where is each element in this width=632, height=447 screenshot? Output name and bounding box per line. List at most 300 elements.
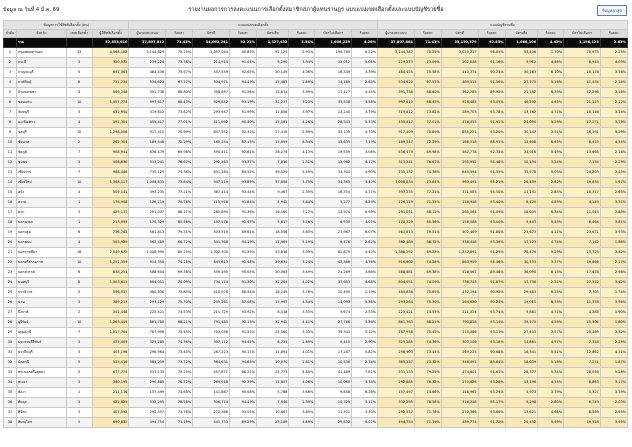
table-cell: 9,912	[505, 58, 537, 68]
table-cell: 11,434	[564, 78, 601, 88]
table-cell: 6.25%	[538, 288, 564, 298]
table-cell: 5.29%	[538, 118, 564, 128]
table-cell: 5.49%	[538, 418, 564, 428]
table-cell: 917,415	[129, 128, 166, 138]
table-row[interactable]	[4, 388, 628, 398]
table-cell: 91.09%	[478, 208, 505, 218]
table-cell: 645,594	[441, 168, 478, 178]
table-cell: 2.74%	[352, 358, 378, 368]
table-cell: 457,559	[193, 68, 230, 78]
table-cell: 391,738	[129, 88, 166, 98]
table-cell: 588,604	[129, 268, 166, 278]
table-cell: 790,828	[441, 318, 478, 328]
table-cell: 997,617	[129, 98, 166, 108]
table-cell: 91.87%	[478, 278, 505, 288]
table-cell: 213,999	[92, 218, 129, 228]
table-cell: 5.43%	[538, 218, 564, 228]
table-cell: 385,259	[129, 358, 166, 368]
table-cell: 6.02%	[352, 418, 378, 428]
table-cell: 735,125	[129, 168, 166, 178]
table-cell: 33	[66, 48, 92, 58]
table-cell: 3.39%	[600, 388, 627, 398]
province-cell: นครราชสีมา	[16, 248, 66, 258]
table-cell: 90.25%	[478, 68, 505, 78]
table-body	[4, 38, 628, 428]
table-cell: 30,533	[505, 258, 537, 268]
table-cell: 4.59%	[538, 318, 564, 328]
table-cell: 23	[4, 268, 17, 278]
table-cell: 77.01%	[414, 118, 441, 128]
table-cell: 3.95%	[600, 418, 627, 428]
table-cell: 316,248	[441, 398, 478, 408]
table-cell: 3.42%	[600, 278, 627, 288]
table-cell: 269,018	[193, 378, 230, 388]
table-row[interactable]	[4, 258, 628, 268]
table-cell: 338,448	[441, 238, 478, 248]
table-cell: 18,039	[505, 358, 537, 368]
table-row[interactable]	[4, 158, 628, 168]
table-cell: 3.30%	[352, 408, 378, 418]
table-cell: 93.18%	[478, 338, 505, 348]
table-cell: 3.39%	[352, 68, 378, 78]
table-cell: 3	[4, 68, 17, 78]
table-cell: 36,090	[505, 268, 537, 278]
column-header[interactable]: ผู้มีสิทธิเลือกตั้ง	[92, 30, 129, 38]
table-cell: 93.11%	[478, 328, 505, 338]
table-cell: 71.78%	[414, 408, 441, 418]
table-cell: 93.44%	[229, 188, 256, 198]
table-cell: 70.76%	[166, 198, 193, 208]
column-header[interactable]: ร้อยละ	[166, 30, 193, 38]
table-cell: 37,858	[256, 178, 288, 188]
table-row[interactable]	[4, 328, 628, 338]
column-header[interactable]: ร้อยละ	[600, 30, 627, 38]
table-cell: 4.68%	[352, 278, 378, 288]
table-cell: 3.42%	[600, 248, 627, 258]
table-cell: 41,489	[315, 368, 352, 378]
table-cell: 91.30%	[229, 278, 256, 288]
province-cell: ประจวบคีรีขันธ์	[16, 338, 66, 348]
table-cell: 393,235	[129, 188, 166, 198]
table-row[interactable]	[4, 408, 628, 418]
table-cell: 4.74%	[538, 238, 564, 248]
table-cell: 170,329	[129, 218, 166, 228]
table-cell: 87.15%	[229, 138, 256, 148]
table-cell: 393,235	[378, 188, 415, 198]
table-cell: 432,950	[92, 108, 129, 118]
table-cell: 75.30%	[414, 298, 441, 308]
table-cell: 5.38%	[352, 298, 378, 308]
table-cell: 2.85%	[538, 188, 564, 198]
table-cell: 92.15%	[229, 318, 256, 328]
table-row[interactable]	[4, 298, 628, 308]
column-header[interactable]: บัตรดี	[193, 30, 230, 38]
column-header[interactable]: เขตเลือกตั้ง	[66, 30, 92, 38]
table-cell: 289,703	[441, 108, 478, 118]
table-cell: 10,178	[564, 68, 601, 78]
province-cell: เชียงราย	[16, 168, 66, 178]
table-cell: 9,478	[315, 238, 352, 248]
table-cell: 214,914	[193, 58, 230, 68]
table-cell: 38	[4, 418, 17, 428]
table-cell: 75.57%	[166, 68, 193, 78]
table-row[interactable]	[4, 278, 628, 288]
table-cell: 73.84%	[414, 178, 441, 188]
table-cell: 94.50%	[478, 188, 505, 198]
table-cell: 92,125	[256, 48, 288, 58]
table-cell: 3.79%	[600, 118, 627, 128]
table-row[interactable]	[4, 268, 628, 278]
column-header[interactable]: บัตรไม่เลือกฯ	[564, 30, 601, 38]
table-row[interactable]	[4, 238, 628, 248]
table-cell: 2.12%	[600, 98, 627, 108]
table-row[interactable]	[4, 308, 628, 318]
table-cell: 25	[4, 288, 17, 298]
table-cell: 4.37%	[538, 308, 564, 318]
election-results-table-wrapper	[3, 20, 628, 428]
table-row[interactable]	[4, 198, 628, 208]
table-row[interactable]	[4, 118, 628, 128]
table-row[interactable]	[4, 178, 628, 188]
table-cell: 96.05%	[478, 48, 505, 58]
total-cell: 92.85%	[478, 38, 505, 48]
total-cell: 1,666,106	[505, 38, 537, 48]
table-cell: 68.11%	[166, 208, 193, 218]
table-cell: 73.32%	[166, 358, 193, 368]
table-cell: 11,807	[256, 378, 288, 388]
table-cell: 90.24%	[478, 298, 505, 308]
table-cell: 914,350	[129, 258, 166, 268]
table-cell: 141,867	[193, 388, 230, 398]
table-cell: 93.14%	[478, 318, 505, 328]
table-row[interactable]	[4, 58, 628, 68]
table-cell: 5.12%	[352, 328, 378, 338]
column-header[interactable]: บัตรเสีย	[256, 30, 288, 38]
table-cell: 362,489	[378, 238, 415, 248]
column-header[interactable]: ผู้มาลงคะแนน	[378, 30, 415, 38]
table-cell: 425,137	[92, 208, 129, 218]
table-cell: 158,588	[441, 218, 478, 228]
table-cell: 4.57%	[538, 338, 564, 348]
table-cell: 4.54%	[289, 298, 315, 308]
table-cell: 37	[4, 408, 17, 418]
column-header[interactable]: ผู้มาลงคะแนน	[129, 30, 166, 38]
table-cell: 90.85%	[229, 48, 256, 58]
table-cell: 73.84%	[166, 178, 193, 188]
table-cell: 715,086	[441, 328, 478, 338]
table-cell: 27,766	[315, 318, 352, 328]
column-header[interactable]: ร้อยละ	[538, 30, 564, 38]
table-cell: 531,133	[378, 368, 415, 378]
table-row[interactable]	[4, 108, 628, 118]
table-cell: 28,543	[315, 118, 352, 128]
table-cell: 74.65%	[166, 388, 193, 398]
table-row[interactable]	[4, 248, 628, 258]
column-header[interactable]: ร้อยละ	[289, 30, 315, 38]
table-cell: 636,479	[129, 148, 166, 158]
table-cell: 77.21%	[414, 188, 441, 198]
table-cell: 4.65%	[538, 98, 564, 108]
table-cell: 2.21%	[538, 278, 564, 288]
table-cell: 7,946	[256, 398, 288, 408]
table-row[interactable]	[4, 48, 628, 58]
table-cell: 66.72%	[166, 238, 193, 248]
table-cell: 2.19%	[352, 288, 378, 298]
column-header[interactable]: ร้อยละ	[229, 30, 256, 38]
report-title: รายงานผลการการลงคะแนนการเลือกตั้งสมาชิกสภาผู้แทนราษฎร แบบแบ่งเขตเลือกตั้งและแบบบัญชีรายชื่อ	[188, 7, 444, 13]
table-row[interactable]	[4, 228, 628, 238]
table-cell: 313,241	[378, 158, 415, 168]
table-cell: 30,283	[505, 68, 537, 78]
table-row[interactable]	[4, 318, 628, 328]
table-cell: 2.14%	[600, 78, 627, 88]
table-cell: 211,324	[441, 308, 478, 318]
table-cell: 74.38%	[166, 168, 193, 178]
table-row[interactable]	[4, 368, 628, 378]
table-row[interactable]	[4, 68, 628, 78]
table-cell: 12,298	[564, 88, 601, 98]
table-cell: 4.85%	[289, 368, 315, 378]
column-header[interactable]: บัตรเสีย	[505, 30, 537, 38]
table-cell: 71.35%	[414, 198, 441, 208]
table-row[interactable]	[4, 188, 628, 198]
table-cell: 10	[66, 258, 92, 268]
table-cell: 11,969	[256, 238, 288, 248]
table-cell: 17,678	[564, 268, 601, 278]
table-row[interactable]	[4, 208, 628, 218]
province-cell: พิจิตร	[16, 408, 66, 418]
table-cell: 457,871	[193, 368, 230, 378]
table-cell: 503,510	[193, 228, 230, 238]
total-cell: 71.43%	[166, 38, 193, 48]
table-cell: 89.52%	[229, 168, 256, 178]
table-cell: 3.78%	[352, 378, 378, 388]
table-row[interactable]	[4, 218, 628, 228]
latest-data-button[interactable]: ข้อมูลล่าสุด	[597, 5, 627, 16]
table-cell: 4.69%	[289, 418, 315, 428]
table-row[interactable]	[4, 88, 628, 98]
table-cell: 455,417	[129, 118, 166, 128]
table-cell: 3.93%	[600, 228, 627, 238]
table-cell: 997,610	[378, 98, 415, 108]
table-cell: 3.24%	[538, 158, 564, 168]
table-cell: 367,414	[193, 188, 230, 198]
table-cell: 291,037	[129, 208, 166, 218]
table-row[interactable]	[4, 398, 628, 408]
table-row[interactable]	[4, 148, 628, 158]
table-cell: 10,325	[315, 398, 352, 408]
table-cell: 845,613	[193, 258, 230, 268]
table-cell: 4.29%	[352, 198, 378, 208]
table-cell: 2.69%	[289, 338, 315, 348]
table-cell: 534,620	[378, 78, 415, 88]
table-cell: 15,181	[256, 118, 288, 128]
table-cell: 19,011	[505, 298, 537, 308]
table-cell: 69.98%	[166, 148, 193, 158]
table-row[interactable]	[4, 78, 628, 88]
table-row[interactable]	[4, 138, 628, 148]
column-header[interactable]: ร้อยละ	[352, 30, 378, 38]
table-cell: 93.20%	[478, 128, 505, 138]
table-cell: 13,665	[564, 148, 601, 158]
table-cell: 8,945	[564, 58, 601, 68]
table-cell: 43,135	[315, 128, 352, 138]
table-cell: 91.99%	[229, 108, 256, 118]
table-cell: 474,601	[441, 368, 478, 378]
table-cell: 5.51%	[538, 348, 564, 358]
table-cell: 1,408,990	[129, 248, 166, 258]
province-cell: ขอนแก่น	[16, 98, 66, 108]
table-cell: 664,051	[129, 278, 166, 288]
total-cell: รวม	[16, 38, 66, 48]
table-cell: 296,964	[129, 348, 166, 358]
total-cell: 37,807,864	[378, 38, 415, 48]
table-row[interactable]	[4, 378, 628, 388]
table-cell: 34,301	[315, 168, 352, 178]
table-cell: 92.35%	[478, 148, 505, 158]
table-cell: 4	[66, 238, 92, 248]
table-cell: 94.65%	[229, 358, 256, 368]
table-cell: 76.67%	[166, 158, 193, 168]
table-cell: 13,762	[505, 108, 537, 118]
table-cell: 195,760	[315, 48, 352, 58]
table-cell: 9,415	[315, 338, 352, 348]
table-row[interactable]	[4, 358, 628, 368]
table-cell: 15,614	[256, 88, 288, 98]
table-cell: 94.49%	[229, 78, 256, 88]
column-header[interactable]: บัตรดี	[441, 30, 478, 38]
table-cell: 3.66%	[289, 388, 315, 398]
column-header[interactable]: จังหวัด	[16, 30, 66, 38]
table-cell: 77.01%	[166, 118, 193, 128]
column-header-row	[4, 30, 628, 38]
table-row[interactable]	[4, 338, 628, 348]
table-cell: 2.82%	[538, 178, 564, 188]
table-cell: 1	[66, 218, 92, 228]
table-cell: 561,813	[378, 228, 415, 238]
table-row[interactable]	[4, 128, 628, 138]
table-cell: 5,674	[315, 308, 352, 318]
table-row[interactable]	[4, 348, 628, 358]
table-cell: 270,366	[193, 408, 230, 418]
table-cell: 69.98%	[414, 148, 441, 158]
column-header[interactable]: ร้อยละ	[478, 30, 505, 38]
table-cell: 292,885	[378, 378, 415, 388]
table-cell: 2.16%	[600, 148, 627, 158]
table-cell: 502,469	[441, 228, 478, 238]
table-cell: 2.03%	[600, 398, 627, 408]
election-results-table	[3, 20, 628, 428]
column-header[interactable]: บัตรไม่เลือกฯ	[315, 30, 352, 38]
table-cell: 3.43%	[600, 168, 627, 178]
table-cell: 4.12%	[352, 158, 378, 168]
table-cell: 319,612	[378, 108, 415, 118]
table-cell: 2.90%	[352, 338, 378, 348]
table-cell: 90.08%	[229, 388, 256, 398]
table-cell: 35,578	[505, 168, 537, 178]
table-cell: 5,277	[315, 198, 352, 208]
table-cell: 93.05%	[478, 98, 505, 108]
table-row[interactable]	[4, 288, 628, 298]
table-cell: 8	[4, 118, 17, 128]
table-cell: 3.58%	[352, 98, 378, 108]
table-cell: 71.19%	[166, 418, 193, 428]
table-cell: 12,856	[256, 108, 288, 118]
table-cell: 5.04%	[352, 58, 378, 68]
table-cell: 7.19%	[352, 138, 378, 148]
column-header[interactable]: ร้อยละ	[414, 30, 441, 38]
table-cell: 292,557	[129, 408, 166, 418]
table-cell: 79.25%	[414, 368, 441, 378]
table-cell: 380,195	[92, 378, 129, 388]
table-cell: 3.23%	[289, 98, 315, 108]
table-cell: 2.39%	[289, 188, 315, 198]
table-cell: 28,055	[564, 368, 601, 378]
table-cell: 3.51%	[538, 128, 564, 138]
table-cell: 7,154	[564, 158, 601, 168]
table-cell: 3.17%	[600, 378, 627, 388]
table-cell: 23,671	[564, 228, 601, 238]
table-cell: 3	[66, 208, 92, 218]
table-cell: 35,538	[315, 98, 352, 108]
table-cell: 43,816	[256, 248, 288, 258]
table-cell: 531,133	[129, 368, 166, 378]
table-cell: 35	[4, 388, 17, 398]
table-cell: 2.53%	[352, 308, 378, 318]
province-cell: ปทุมธานี	[16, 328, 66, 338]
table-cell: 75.45%	[414, 328, 441, 338]
table-cell: 7	[4, 108, 17, 118]
table-cell: 415,976	[193, 288, 230, 298]
table-cell: 90.92%	[478, 288, 505, 298]
table-cell: 13,621	[505, 408, 537, 418]
table-cell: 2.65%	[352, 78, 378, 88]
table-cell: 79.51%	[414, 228, 441, 238]
table-cell: 411,692	[193, 118, 230, 128]
population-group-header: ข้อมูลการใช้สิทธิเลือกตั้ง (คน)	[4, 21, 129, 30]
table-cell: 4.66%	[538, 408, 564, 418]
table-cell: 736,742	[92, 228, 129, 238]
table-cell: 22	[4, 258, 17, 268]
table-cell: 6	[66, 268, 92, 278]
table-cell: 3.06%	[352, 148, 378, 158]
table-cell: 176,908	[92, 198, 129, 208]
table-cell: 422,825	[92, 398, 129, 408]
province-cell: ชลบุรี	[16, 128, 66, 138]
table-cell: 11,501	[315, 408, 352, 418]
table-cell: 2.65%	[600, 188, 627, 198]
table-cell: 86.21%	[229, 368, 256, 378]
table-row[interactable]	[4, 168, 628, 178]
table-cell: 10,060	[315, 378, 352, 388]
province-cell: กรุงเทพมหานคร	[16, 48, 66, 58]
column-header[interactable]: ลำดับ	[4, 30, 17, 38]
table-row[interactable]	[4, 98, 628, 108]
table-cell: 76.32%	[414, 378, 441, 388]
table-row[interactable]	[4, 418, 628, 428]
province-cell: ชัยภูมิ	[16, 148, 66, 158]
table-cell: 4,568,182	[92, 48, 129, 58]
table-cell: 9,298	[505, 398, 537, 408]
table-cell: 18,035	[505, 208, 537, 218]
table-cell: 4.54%	[600, 138, 627, 148]
table-cell: 36	[4, 398, 17, 408]
table-cell: 10	[66, 318, 92, 328]
table-cell: 73.09%	[414, 58, 441, 68]
table-cell: 90.68%	[478, 348, 505, 358]
table-cell: 3	[66, 378, 92, 388]
table-cell: 863,959	[441, 258, 478, 268]
